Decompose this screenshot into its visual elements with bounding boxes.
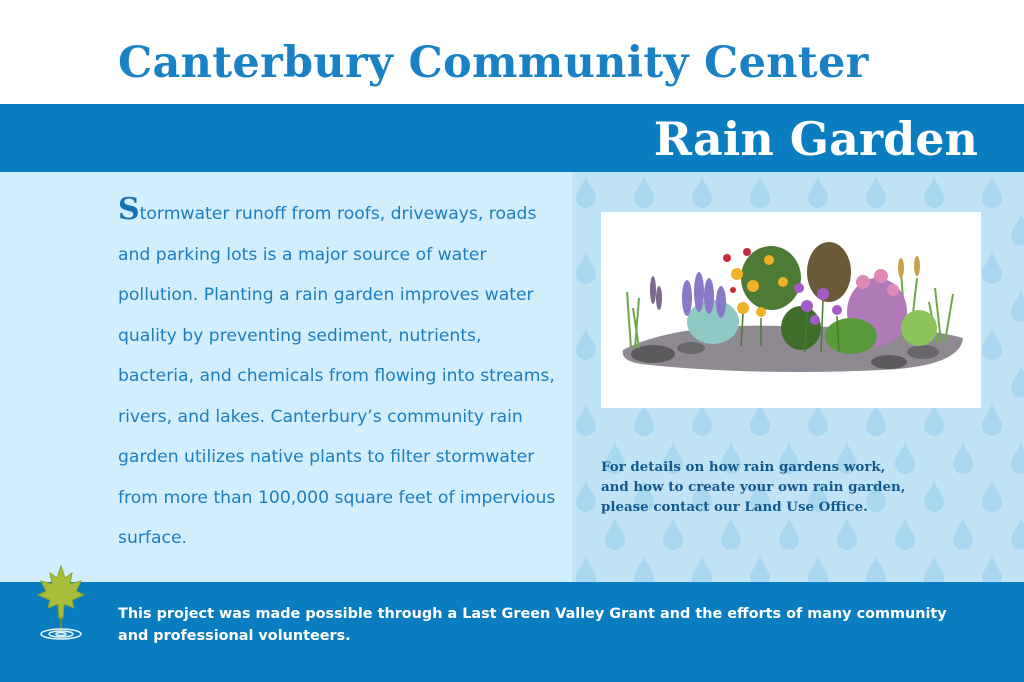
- footer-line-2: and professional volunteers.: [118, 628, 351, 644]
- footer-line-1: This project was made possible through a Last Green Valley Grant and the efforts of many community: [118, 606, 947, 622]
- contact-line-2: and how to create your own rain garden,: [601, 479, 906, 495]
- maple-leaf-logo-icon: [36, 562, 86, 646]
- rain-garden-plants-icon: [601, 212, 981, 408]
- contact-line-1: For details on how rain gardens work,: [601, 459, 886, 475]
- page-title: Canterbury Community Center: [118, 38, 869, 88]
- page-subtitle: Rain Garden: [653, 112, 978, 166]
- rain-garden-illustration: [601, 212, 981, 408]
- body-paragraph: [118, 190, 558, 559]
- body-text: tormwater runoff from roofs, driveways, roads and parking lots is a major source of water pollution. Planting a rain garden improves water quality by preventing sediment, nutrients, bacteria, and chemicals from flowing into streams, rivers, and lakes. Canterbury’s community rain garden utilizes native plants to filter stormwater from more than 100,000 square feet of impervious surface.: [118, 204, 556, 548]
- drop-cap: S: [118, 192, 140, 227]
- contact-line-3: please contact our Land Use Office.: [601, 499, 868, 515]
- contact-text: [601, 457, 981, 517]
- footer-text: [118, 603, 998, 647]
